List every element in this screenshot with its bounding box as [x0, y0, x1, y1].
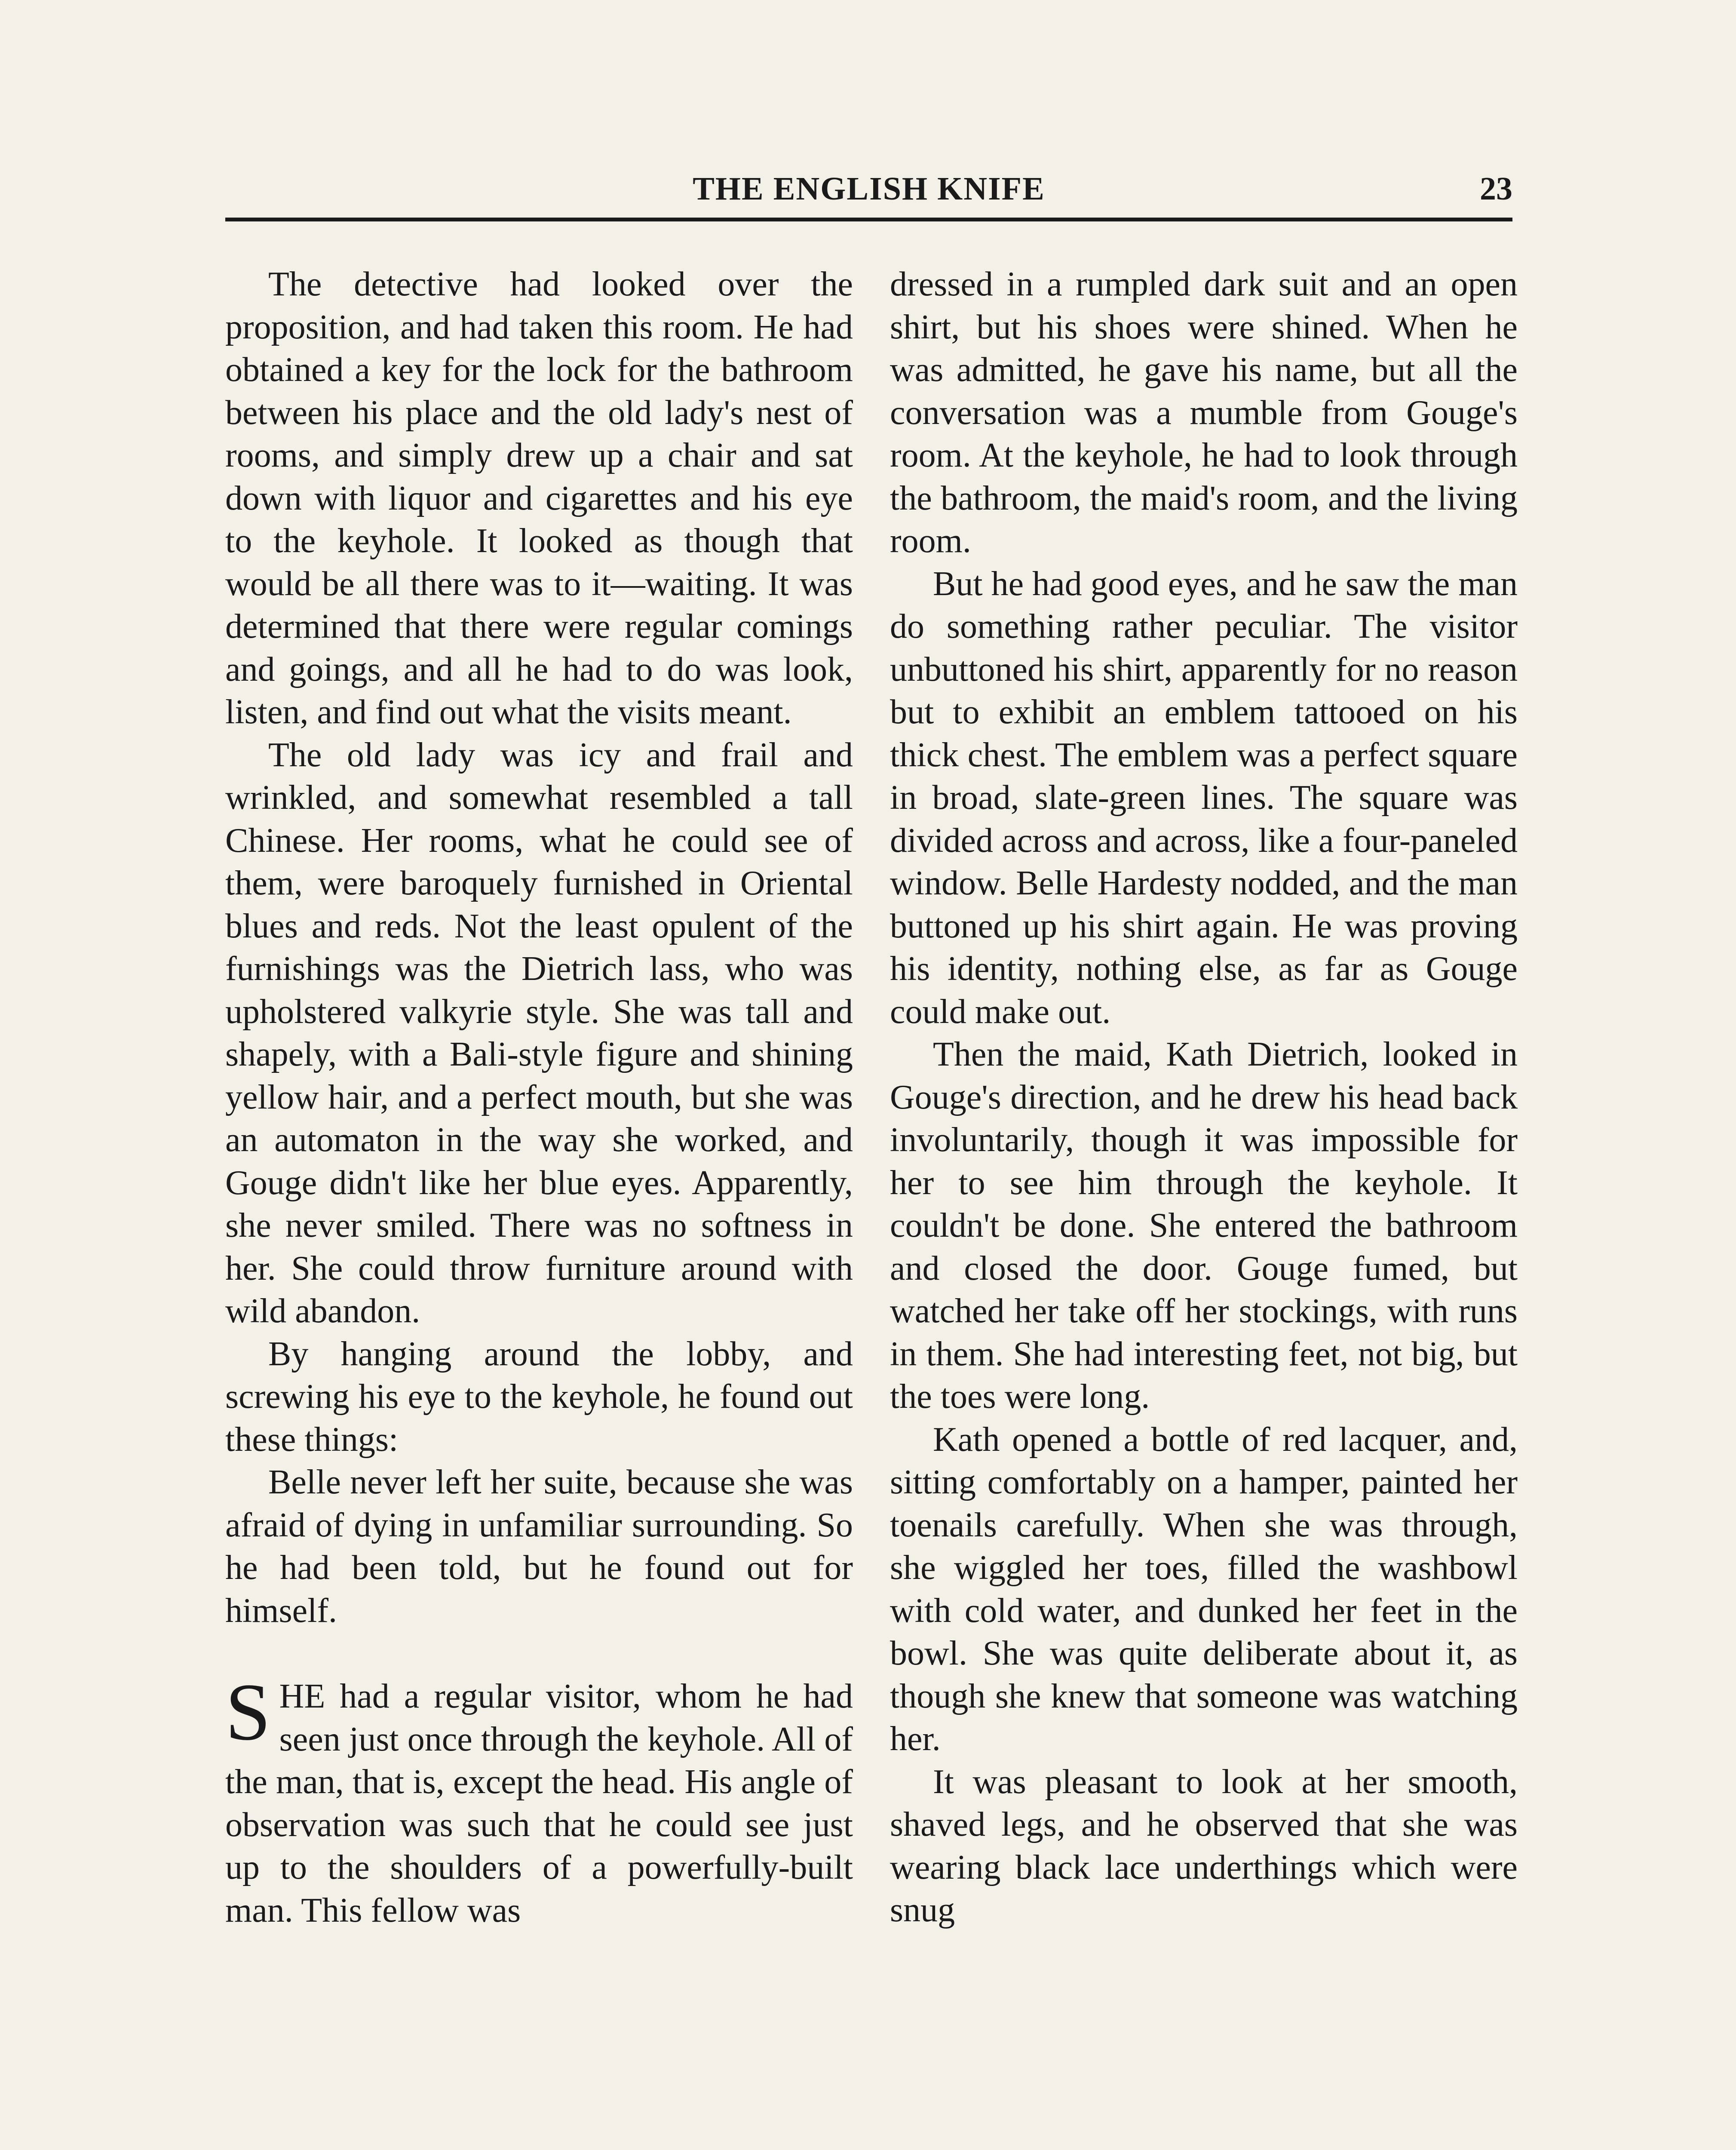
paragraph: The old lady was icy and frail and wrinkled, and somewhat resembled a tall Chinese. Her rooms, what he could see of them, were baroquely furnished in Oriental blues and reds. Not the least opulent of the furnishings was the Dietrich lass, who was upholstered valkyrie style. She was tall and shapely, with a Bali-style figure and shining yellow hair, and a perfect mouth, but she was an automaton in the way she worked, and Gouge didn't like her blue eyes. Apparently, she never smiled. There was no softness in her. She could throw furniture around with wild abandon.: [225, 736, 853, 1330]
paragraph: But he had good eyes, and he saw the man do something rather peculiar. The visitor unbuttoned his shirt, apparently for no reason but to exhibit an emblem tattooed on his thick chest. The emblem was a perfect square in broad, slate-green lines. The square was divided across and across, like a four-paneled window. Belle Hardesty nodded, and the man buttoned up his shirt again. He was proving his identity, nothing else, as far as Gouge could make out.: [890, 565, 1518, 1031]
right-column: [890, 263, 1518, 1932]
section-opening-paragraph: [225, 1667, 853, 1932]
page-header: [225, 170, 1512, 218]
paragraph: Belle never left her suite, because she was afraid of dying in unfamiliar surrounding. So he had been told, but he found out for himself.: [225, 1463, 853, 1630]
left-column: [225, 263, 853, 1932]
paragraph: By hanging around the lobby, and screwing his eye to the keyhole, he found out these things:: [225, 1335, 853, 1459]
paragraph: It was pleasant to look at her smooth, shaved legs, and he observed that she was wearing black lace underthings which were snug: [890, 1763, 1518, 1929]
continued-paragraph: dressed in a rumpled dark suit and an open shirt, but his shoes were shined. When he was admitted, he gave his name, but all the conversation was a mumble from Gouge's room. At the keyhole, he had to look through the bathroom, the maid's room, and the living room.: [890, 265, 1518, 560]
drop-cap: S: [225, 1667, 271, 1757]
header-rule: [225, 218, 1512, 221]
paragraph-text: HE had a regular visitor, whom he had seen just once through the keyhole. All of the man, that is, except the head. His angle of observation was such that he could see just up to the shoulders of a powerfully-built man. This fellow was: [225, 1677, 853, 1929]
running-title: THE ENGLISH KNIFE: [693, 171, 1045, 207]
paragraph: Kath opened a bottle of red lacquer, and, sitting comfortably on a hamper, painted her toenails carefully. When she was through, she wiggled her toes, filled the washbowl with cold water, and dunked her feet in the bowl. She was quite deliberate about it, as though she knew that someone was watching her.: [890, 1420, 1518, 1758]
page-number: 23: [1480, 171, 1512, 207]
paragraph: The detective had looked over the proposition, and had taken this room. He had obtained a key for the lock for the bathroom between his place and the old lady's nest of rooms, and simply drew up a chair and sat down with liquor and cigarettes and his eye to the keyhole. It looked as though that would be all there was to it—waiting. It was determined that there were regular comings and goings, and all he had to do was look, listen, and find out what the visits meant.: [225, 265, 853, 731]
paragraph: Then the maid, Kath Dietrich, looked in Gouge's direction, and he drew his head back involuntarily, though it was impossible for her to see him through the keyhole. It couldn't be done. She entered the bathroom and closed the door. Gouge fumed, but watched her take off her stockings, with runs in them. She had interesting feet, not big, but the toes were long.: [890, 1035, 1518, 1416]
